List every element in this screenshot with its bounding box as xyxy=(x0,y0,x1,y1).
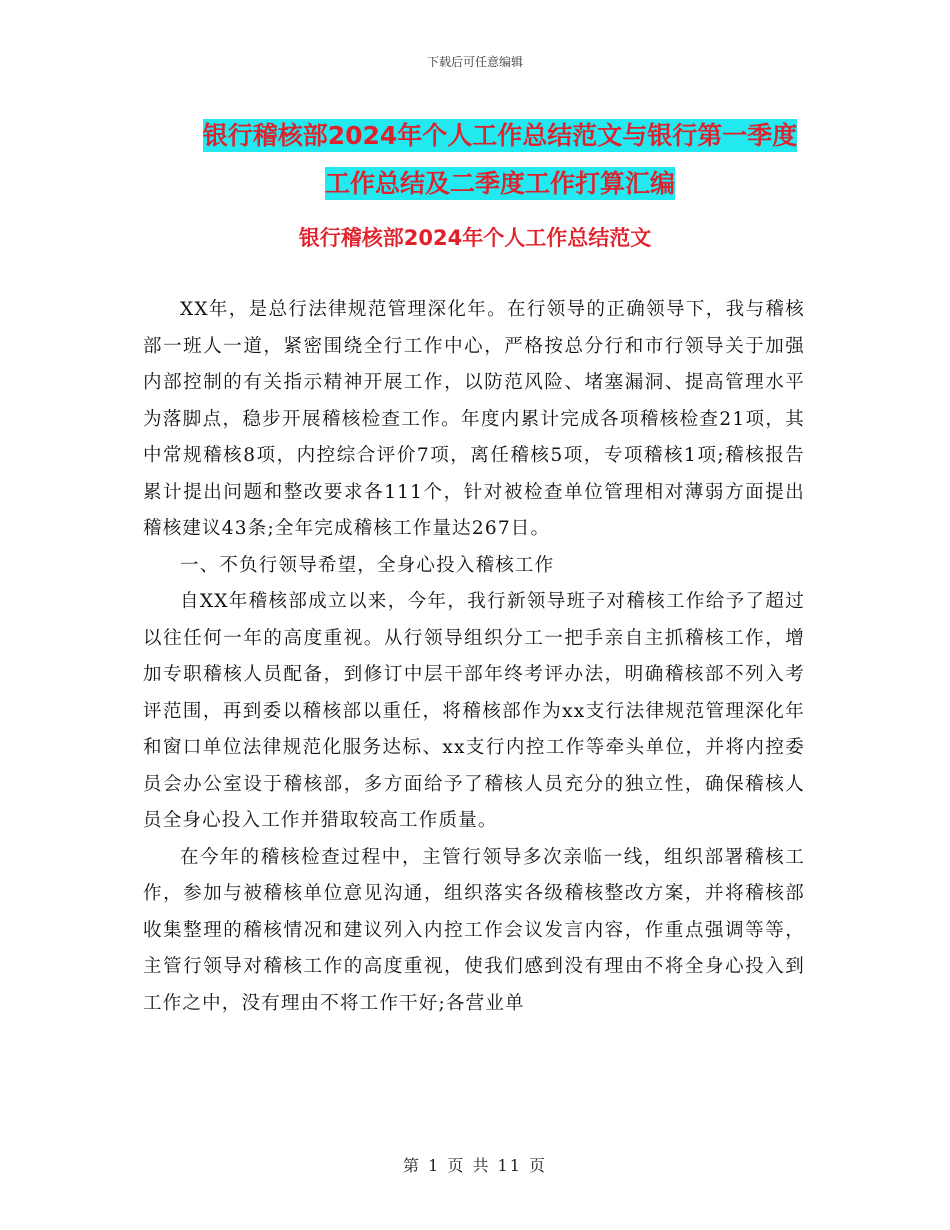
document-title xyxy=(140,112,860,208)
document-title-line-1: 银行稽核部2024年个人工作总结范文与银行第一季度 xyxy=(202,121,798,150)
paragraph: XX年，是总行法律规范管理深化年。在行领导的正确领导下，我与稽核部一班人一道，紧密围绕全行工作中心，严格按总分行和市行领导关于加强内部控制的有关指示精神开展工作，以防范风险、堵塞漏洞、提高管理水平为落脚点，稳步开展稽核检查工作。年度内累计完成各项稽核检查21项，其中常规稽核8项，内控综合评价7项，离任稽核5项，专项稽核1项;稽核报告累计提出问题和整改要求各111个，针对被检查单位管理相对薄弱方面提出稽核建议43条;全年完成稽核工作量达267日。 xyxy=(143,299,805,539)
paragraph-heading: 一、不负行领导希望，全身心投入稽核工作 xyxy=(180,554,555,576)
section-title: 银行稽核部2024年个人工作总结范文 xyxy=(298,226,652,250)
body-text xyxy=(143,292,805,1022)
paragraph: 在今年的稽核检查过程中，主管行领导多次亲临一线，组织部署稽核工作，参加与被稽核单位意见沟通，组织落实各级稽核整改方案，并将稽核部收集整理的稽核情况和建议列入内控工作会议发言内容，作重点强调等等，主管行领导对稽核工作的高度重视，使我们感到没有理由不将全身心投入到工作之中，没有理由不将工作干好;各营业单 xyxy=(143,846,805,1014)
document-title-line-2: 工作总结及二季度工作打算汇编 xyxy=(324,169,675,198)
paragraph: 自XX年稽核部成立以来，今年，我行新领导班子对稽核工作给予了超过以往任何一年的高度重视。从行领导组织分工一把手亲自主抓稽核工作，增加专职稽核人员配备，到修订中层干部年终考评办法，明确稽核部不列入考评范围，再到委以稽核部以重任，将稽核部作为xx支行法律规范管理深化年和窗口单位法律规范化服务达标、xx支行内控工作等牵头单位，并将内控委员会办公室设于稽核部，多方面给予了稽核人员充分的独立性，确保稽核人员全身心投入工作并猎取较高工作质量。 xyxy=(143,591,805,831)
page-footer: 第 1 页 共 11 页 xyxy=(403,1156,547,1175)
header-note: 下载后可任意编辑 xyxy=(426,55,523,69)
